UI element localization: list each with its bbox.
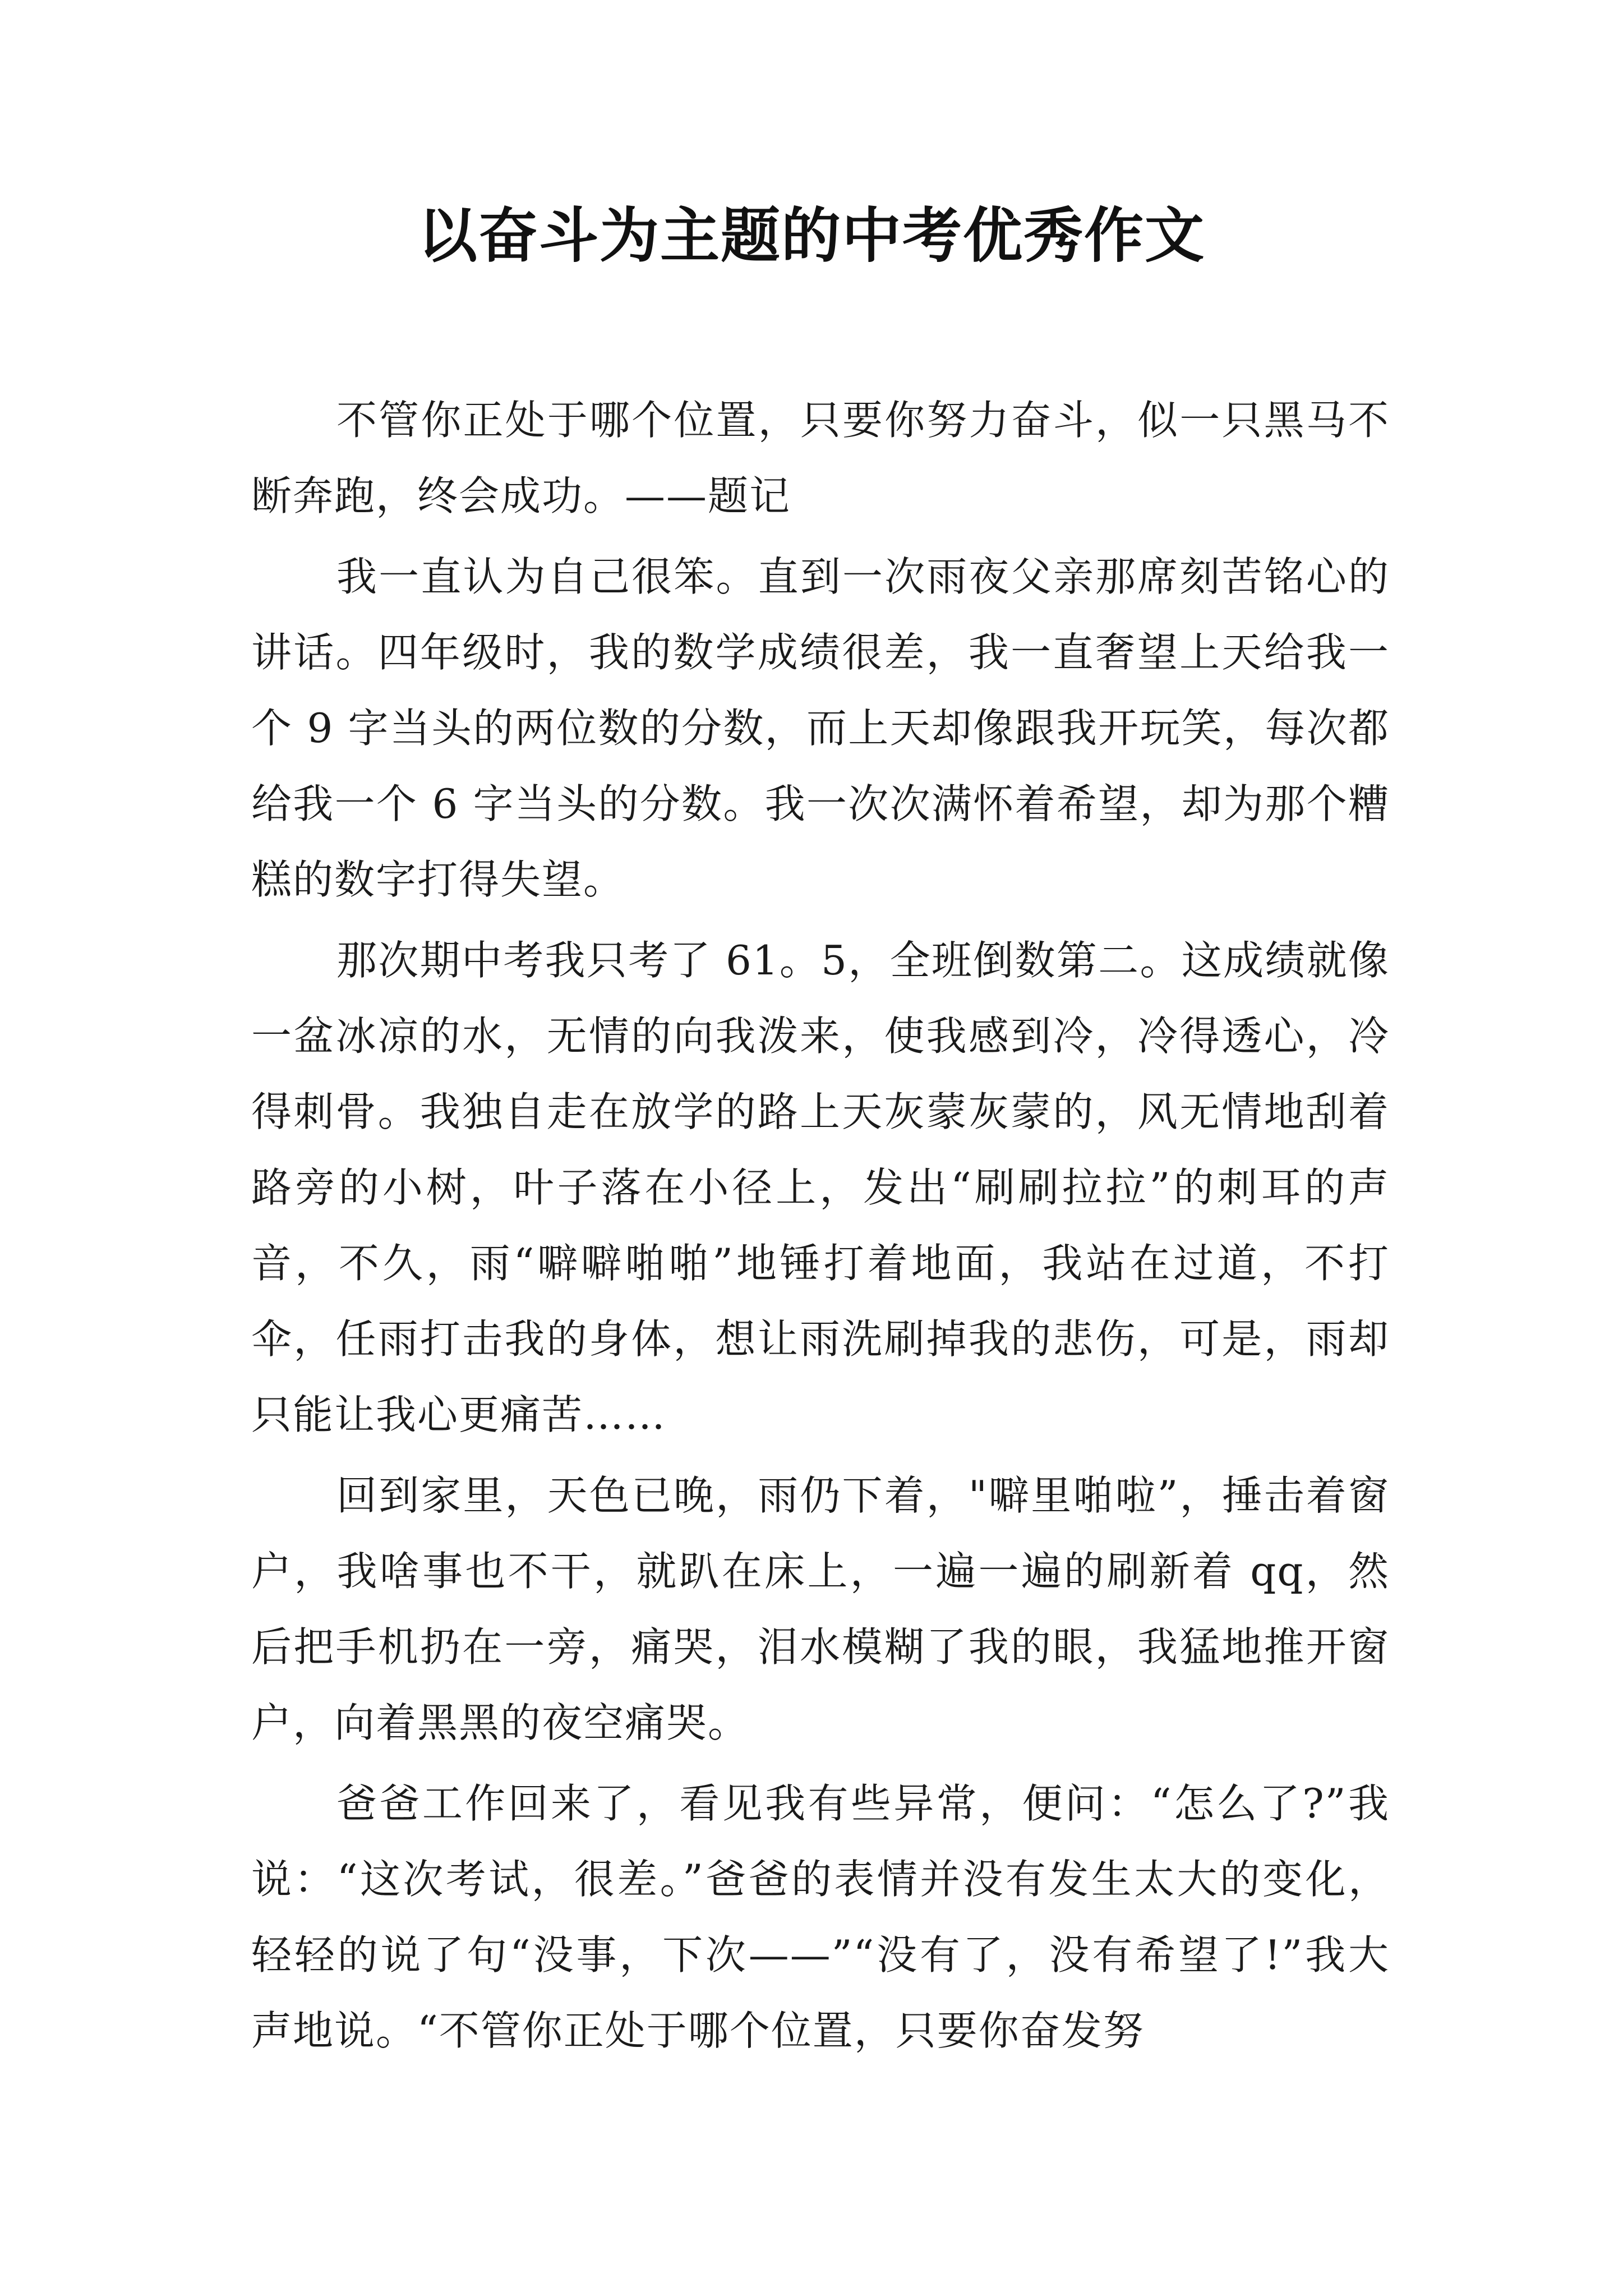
- paragraph: 我一直认为自己很笨。直到一次雨夜父亲那席刻苦铭心的讲话。四年级时，我的数学成绩很差，我一直奢望上天给我一个 9 字当头的两位数的分数，而上天却像跟我开玩笑，每次都给我一个 6 字当头的分数。我一次次满怀着希望，却为那个糟糕的数字打得失望。: [251, 553, 1390, 903]
- paragraph: 爸爸工作回来了，看见我有些异常，便问：“怎么了?”我说：“这次考试，很差。”爸爸的表情并没有发生太大的变化，轻轻的说了句“没事，下次——”“没有了，没有希望了!”我大声地说。“不管你正处于哪个位置，只要你奋发努: [251, 1780, 1390, 2054]
- paragraph: 回到家里，天色已晚，雨仍下着，"噼里啪啦”，捶击着窗户，我啥事也不干，就趴在床上，一遍一遍的刷新着 qq，然后把手机扔在一旁，痛哭，泪水模糊了我的眼，我猛地推开窗户，向着黑黑的夜空痛哭。: [251, 1472, 1390, 1746]
- paragraph: 那次期中考我只考了 61。5，全班倒数第二。这成绩就像一盆冰凉的水，无情的向我泼来，使我感到冷，冷得透心，冷得刺骨。我独自走在放学的路上天灰蒙灰蒙的，风无情地刮着路旁的小树，叶子落在小径上，发出“刷刷拉拉”的刺耳的声音，不久，雨“噼噼啪啪”地锤打着地面，我站在过道，不打伞，任雨打击我的身体，想让雨洗刷掉我的悲伤，可是，雨却只能让我心更痛苦……: [251, 937, 1390, 1438]
- document-body: [251, 383, 1390, 2074]
- document-title: 以奋斗为主题的中考优秀作文: [418, 200, 1205, 270]
- paragraph-epigraph: 不管你正处于哪个位置，只要你努力奋斗，似一只黑马不断奔跑，终会成功。——题记: [251, 397, 1390, 519]
